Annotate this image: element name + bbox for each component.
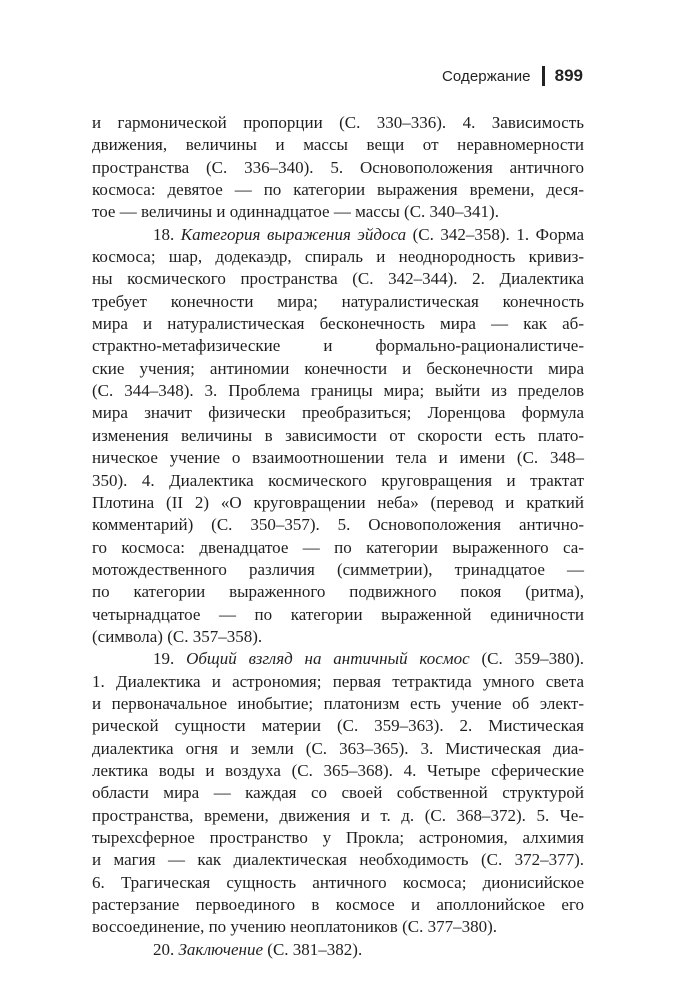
section-number: 18. [153,224,181,244]
section-heading: Заключение [178,939,264,959]
text-line: тырехсферное пространство у Прокла; астрономия, алхимия [92,828,584,847]
text-line: Плотина (II 2) «О круговращении неба» (перевод и краткий [92,492,584,512]
text-line: пространства (С. 336–340). 5. Основоположения античного [92,157,584,177]
text-line: ские учения; антиномии конечности и бесконечности мира [92,358,584,378]
text-line: 350). 4. Диалектика космического круговращения и трактат [92,470,584,490]
text-line: движения, величины и массы вещи от неравномерности [92,135,584,155]
text-line: космоса: девятое — по категории выражения времени, деся- [92,180,584,200]
text-line: ны космического пространства (С. 342–344). 2. Диалектика [92,269,584,289]
text-line [92,648,584,670]
text-line: космоса; шар, додекаэдр, спираль и неоднородность кривиз- [92,247,584,267]
header-separator [542,66,545,86]
section-heading: Категория выражения эйдоса [180,224,407,244]
text-line: требует конечности мира; натуралистическая конечность [92,291,584,311]
text-line: мотождественного различия (симметрии), тринадцатое — [92,559,584,579]
text-line: 6. Трагическая сущность античного космоса; дионисийское [92,872,584,892]
text-line: и первоначальное инобытие; платонизм есть учение об элект- [92,693,584,713]
section-title: Содержание [441,67,531,85]
text-line: растерзание первоединого в космосе и аполлонийское его [92,895,584,915]
text-line [92,224,584,246]
text-line: воссоединение, по учению неоплатоников (С. 377–380). [92,917,497,937]
text-line: (С. 344–348). 3. Проблема границы мира; выйти из пределов [92,381,584,401]
text-line: по категории выраженного подвижного покоя (ритма), [92,582,584,602]
text-line: диалектика огня и земли (С. 363–365). 3. Мистическая диа- [92,738,584,758]
section-pages: (С. 359–380). [469,649,585,669]
text-line: рической сущности материи (С. 359–363). 2. Мистическая [92,716,584,736]
text-line: и магия — как диалектическая необходимость (С. 372–377). [92,850,584,870]
page-number: 899 [554,66,583,85]
section-pages: (С. 342–358). 1. Форма [406,224,584,244]
section-number: 20. [153,939,179,959]
text-line: мира и натуралистическая бесконечность мира — как аб- [92,314,584,334]
text-line: пространства, времени, движения и т. д. (С. 368–372). 5. Че- [92,805,584,825]
running-header [442,64,583,88]
text-line: тое — величины и одиннадцатое — массы (С. 340–341). [92,202,499,222]
text-line: страктно-метафизические и формально-рационалистиче- [92,336,584,356]
text-line: (символа) (С. 357–358). [92,626,263,646]
section-number: 19. [153,649,187,669]
text-line: 1. Диалектика и астрономия; первая тетрактида умного света [92,671,584,691]
text-line: комментарий) (С. 350–357). 5. Основоположения антично- [92,515,584,535]
text-line: мира значит физически преобразиться; Лоренцова формула [92,403,584,423]
text-line: и гармонической пропорции (С. 330–336). 4. Зависимость [92,113,584,132]
text-line [92,939,584,961]
text-line: го космоса: двенадцатое — по категории выраженного са- [92,537,584,557]
section-pages: (С. 381–382). [263,939,363,959]
text-line: изменения величины в зависимости от скорости есть плато- [92,425,584,445]
text-line: ническое учение о взаимоотношении тела и имени (С. 348– [92,448,584,468]
text-line: четырнадцатое — по категории выраженной единичности [92,604,584,624]
text-line: лектика воды и воздуха (С. 365–368). 4. Четыре сферические [92,760,584,780]
section-heading: Общий взгляд на античный космос [186,649,470,669]
body-text [92,112,584,961]
text-line: области мира — каждая со своей собственной структурой [92,783,584,803]
